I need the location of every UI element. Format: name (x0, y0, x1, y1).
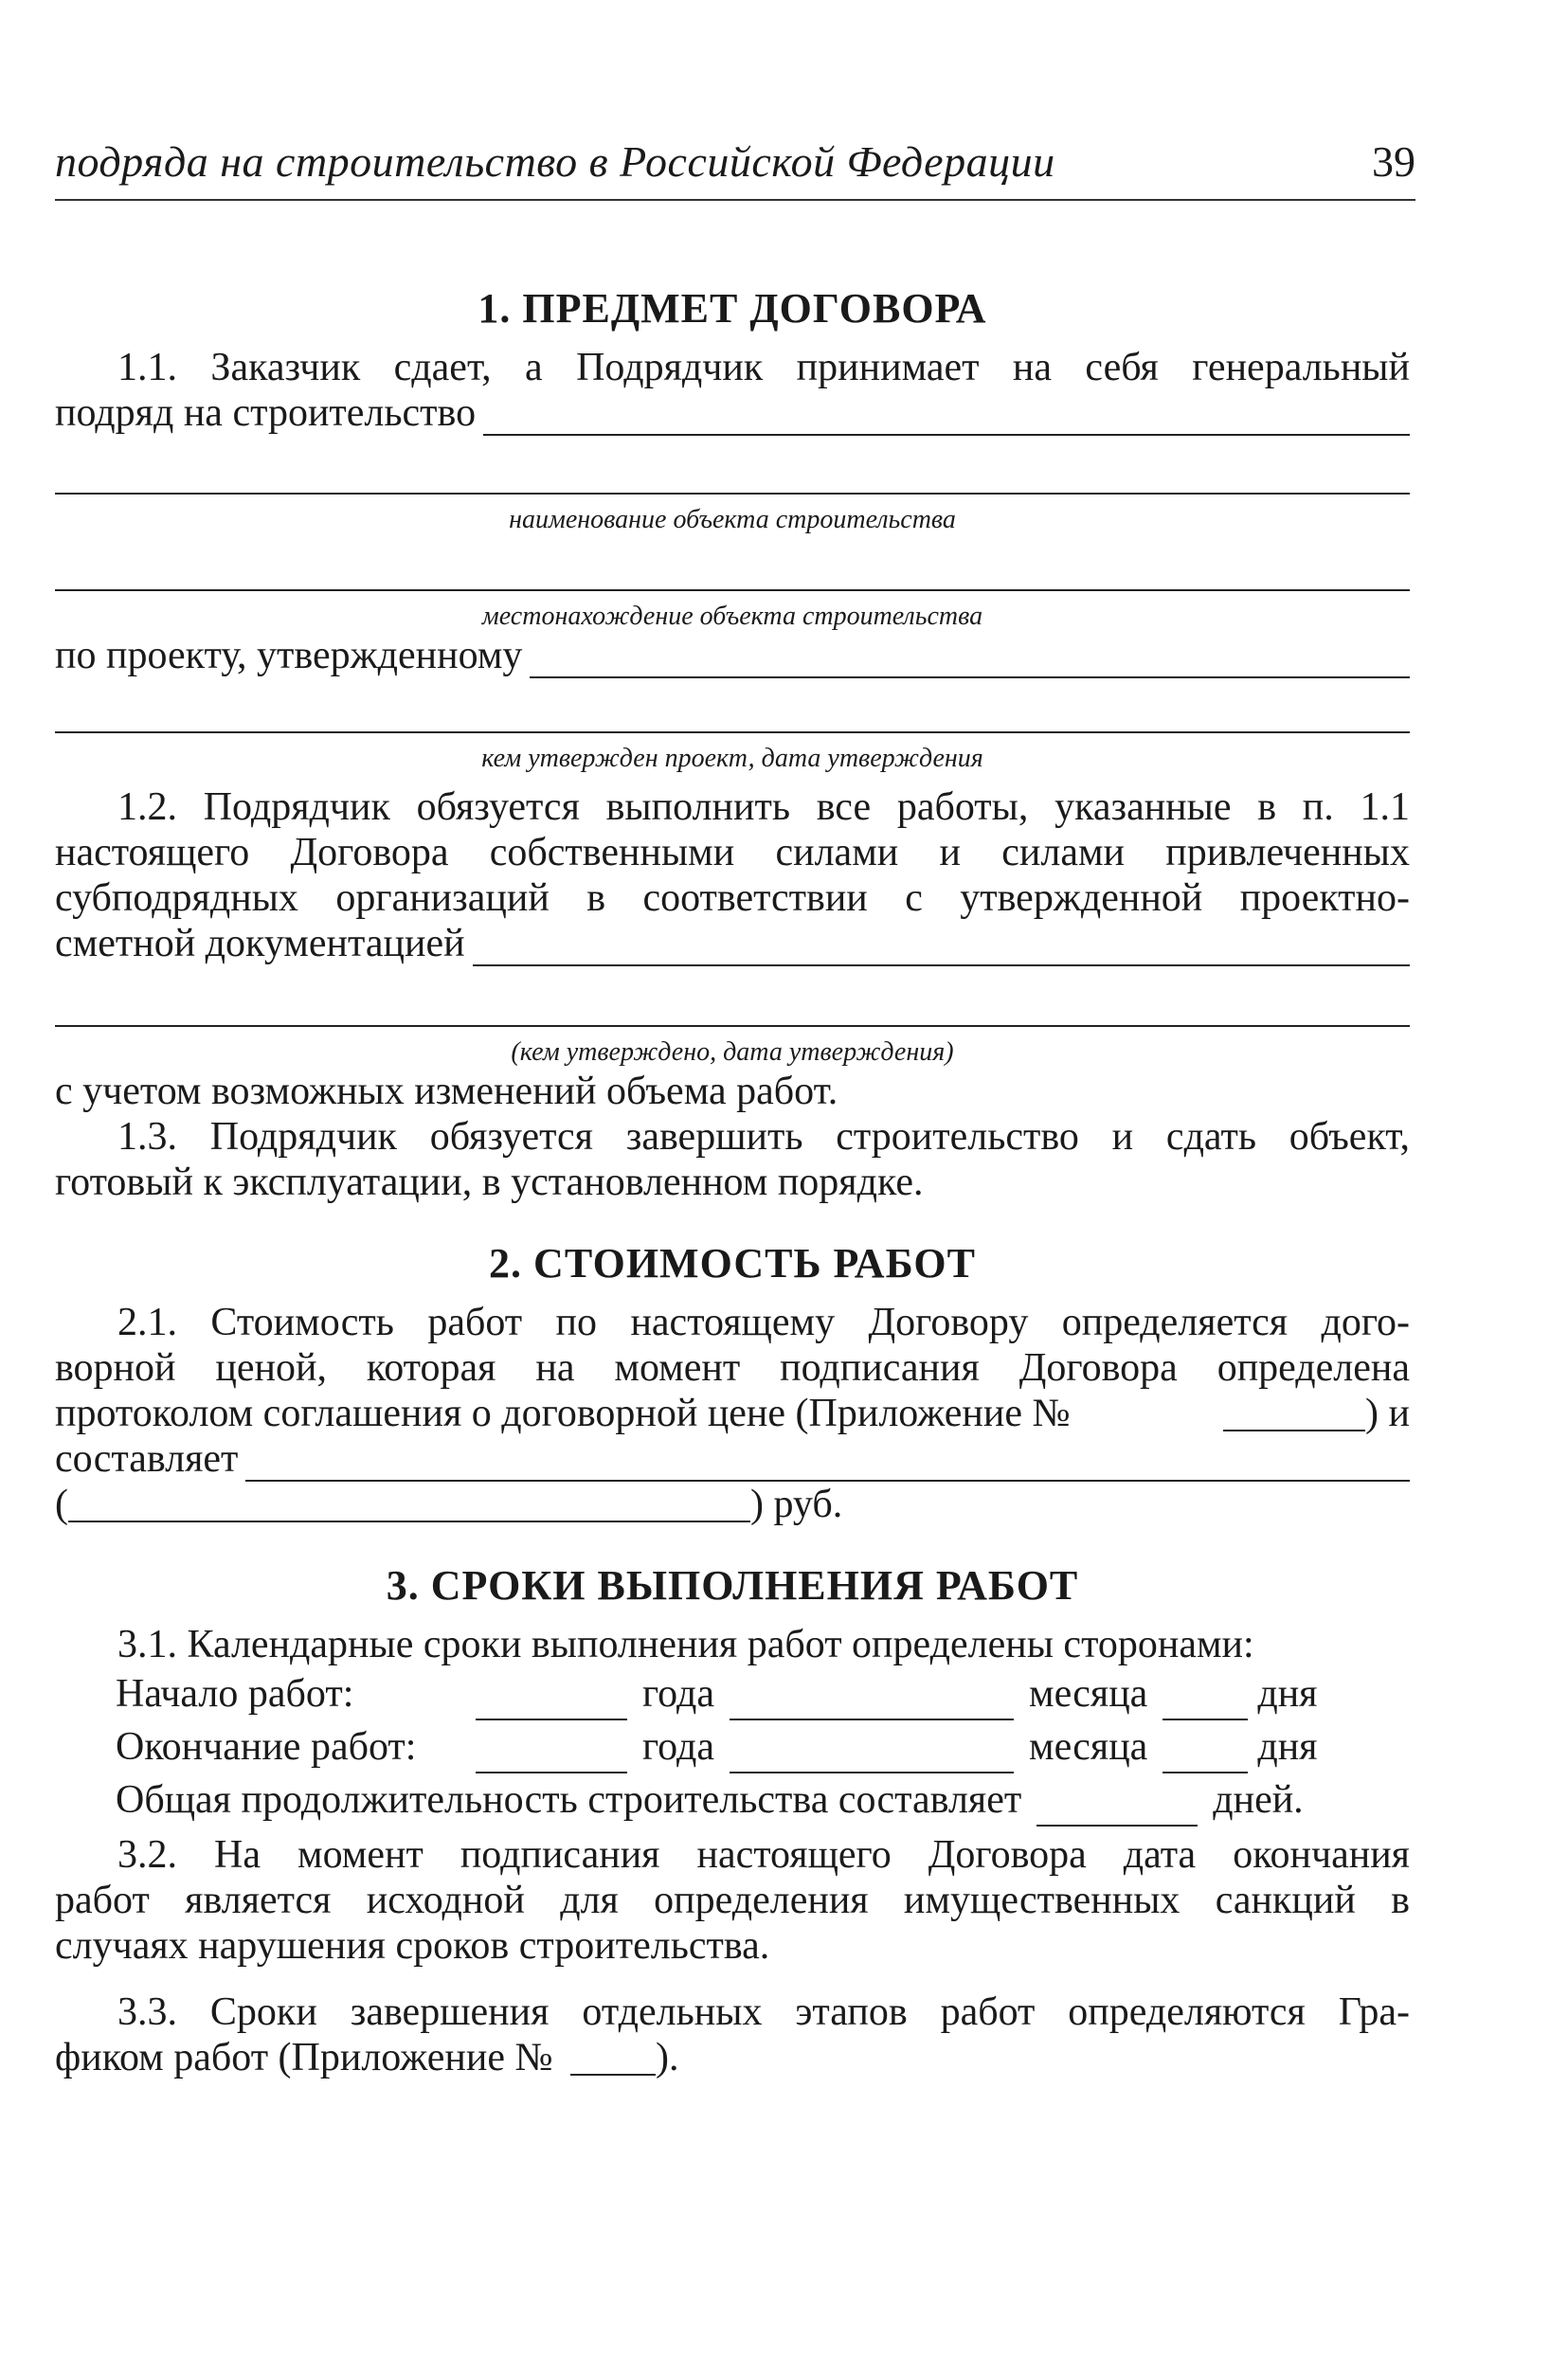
clause-1-2-line-1: 1.2. Подрядчик обязуется выполнить все работы, указанные в п. 1.1 (117, 785, 1410, 829)
object-location-caption: местонахождение объекта строительства (481, 602, 983, 631)
project-approved-row (55, 633, 1410, 678)
start-month-label: месяца (1028, 1672, 1148, 1716)
days-label: дней. (1213, 1778, 1304, 1822)
schedule-appendix-close: ). (656, 2036, 679, 2079)
start-row (55, 1667, 1410, 1720)
end-month-label: месяца (1028, 1725, 1148, 1769)
duration-text: Общая продолжительность строительства составляет (116, 1778, 1022, 1822)
clause-1-2-line-3: субподрядных организаций в соответствии с утвержденной проектно- (55, 876, 1410, 920)
schedule-appendix-text: фиком работ (Приложение № (55, 2036, 553, 2079)
clause-1-2-line-4 (55, 921, 1410, 966)
clause-1-1-line-2 (55, 390, 1410, 436)
end-row (55, 1720, 1410, 1773)
clause-3-1: 3.1. Календарные сроки выполнения работ определены сторонами: (117, 1623, 1254, 1666)
clause-3-2-line-1: 3.2. На момент подписания настоящего Договора дата окончания (117, 1833, 1410, 1877)
section-2-title: 2. СТОИМОСТЬ РАБОТ (489, 1240, 976, 1287)
amount-words-row (55, 1482, 1410, 1527)
clause-2-1-line-4 (55, 1436, 1410, 1482)
object-location-field[interactable] (55, 557, 1410, 591)
clause-2-1-line-2: ворной ценой, которая на момент подписания Договора определена (55, 1346, 1410, 1390)
page-number: 39 (1372, 137, 1415, 186)
documentation-approved-field[interactable] (55, 993, 1410, 1027)
start-year-field[interactable] (476, 1684, 627, 1720)
amount-words-field[interactable] (68, 1486, 750, 1522)
clause-3-2-line-2: работ является исходной для определения имущественных санкций в (55, 1879, 1410, 1922)
clause-1-1-text: подряд на строительство (55, 391, 477, 435)
end-year-field[interactable] (476, 1737, 627, 1773)
rub-text: ) руб. (750, 1483, 843, 1526)
documentation-approved-caption: (кем утверждено, дата утверждения) (511, 1037, 954, 1067)
running-title: подряда на строительство в Российской Федерации (55, 137, 1055, 186)
clause-1-3-line-1: 1.3. Подрядчик обязуется завершить строительство и сдать объект, (117, 1115, 1410, 1159)
clause-2-1-line-3 (55, 1391, 1410, 1436)
clause-1-2-line-2: настоящего Договора собственными силами и силами привлеченных (55, 831, 1410, 874)
start-year-label: года (642, 1672, 714, 1716)
start-month-field[interactable] (730, 1684, 1014, 1720)
end-month-field[interactable] (730, 1737, 1014, 1773)
start-day-field[interactable] (1162, 1684, 1248, 1720)
clause-1-2-text: сметной документацией (55, 922, 465, 965)
start-label: Начало работ: (116, 1672, 354, 1716)
object-name-caption: наименование объекта строительства (509, 505, 956, 534)
project-approved-text: по проекту, утвержденному (55, 634, 523, 677)
duration-row (55, 1773, 1410, 1827)
appendix-text: протоколом соглашения о договорной цене (Приложение № (55, 1392, 1071, 1435)
clause-3-2-line-3: случаях нарушения сроков строительства. (55, 1924, 770, 1968)
clause-2-1-line-1: 2.1. Стоимость работ по настоящему Договору определяется дого- (117, 1301, 1410, 1344)
clause-1-2-tail: с учетом возможных изменений объема работ. (55, 1070, 838, 1113)
duration-field[interactable] (1036, 1791, 1198, 1827)
clause-1-3-line-2: готовый к эксплуатации, в установленном порядке. (55, 1161, 924, 1204)
document-body (55, 284, 1410, 2080)
section-1-title: 1. ПРЕДМЕТ ДОГОВОРА (478, 285, 987, 332)
documentation-field[interactable] (473, 930, 1410, 966)
amount-field[interactable] (245, 1446, 1410, 1482)
start-day-label: дня (1257, 1672, 1318, 1716)
schedule-appendix-field[interactable] (570, 2040, 656, 2076)
clause-3-3-line-1: 3.3. Сроки завершения отдельных этапов работ определяются Гра- (117, 1990, 1410, 2034)
end-year-label: года (642, 1725, 714, 1769)
object-name-field[interactable] (55, 460, 1410, 495)
construction-field[interactable] (483, 400, 1410, 436)
end-label: Окончание работ: (116, 1725, 417, 1769)
clause-1-1-line-1: 1.1. Заказчик сдает, а Подрядчик принимает на себя генеральный (117, 346, 1410, 389)
clause-3-3-line-2 (55, 2035, 1410, 2080)
open-paren: ( (55, 1483, 68, 1526)
end-day-field[interactable] (1162, 1737, 1248, 1773)
end-day-label: дня (1257, 1725, 1318, 1769)
appendix-number-field[interactable] (1223, 1395, 1365, 1431)
section-3-title: 3. СРОКИ ВЫПОЛНЕНИЯ РАБОТ (386, 1562, 1079, 1609)
running-header (55, 131, 1415, 201)
approved-by-caption: кем утвержден проект, дата утверждения (481, 744, 983, 773)
approved-by-field[interactable] (55, 699, 1410, 733)
appendix-close: ) и (1365, 1392, 1410, 1435)
project-approved-field[interactable] (530, 642, 1410, 678)
amount-text: составляет (55, 1437, 239, 1481)
